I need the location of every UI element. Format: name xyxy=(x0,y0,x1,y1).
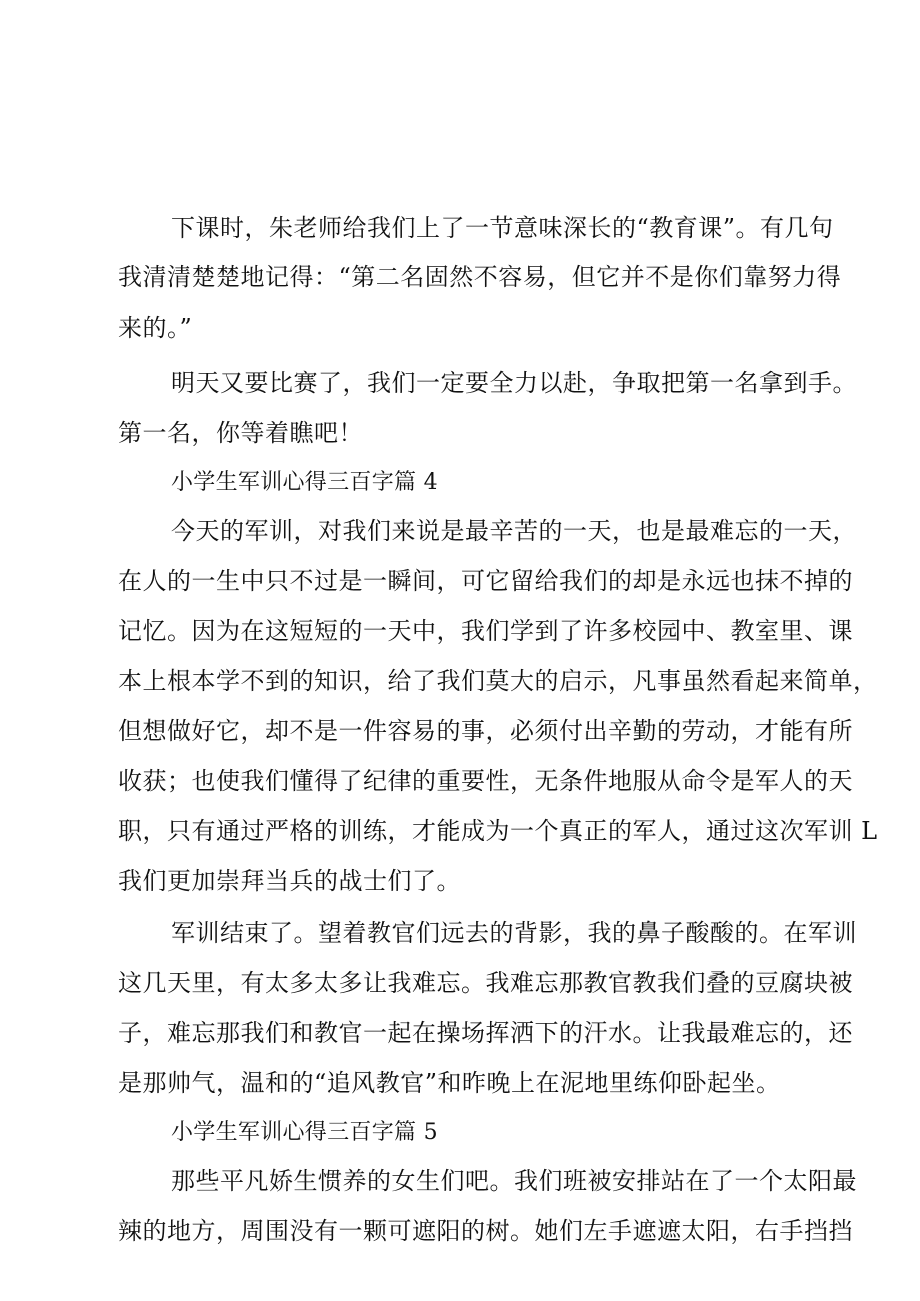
paragraph-line: 我们更加崇拜当兵的战士们了。 xyxy=(118,867,461,895)
paragraph-line: 明天又要比赛了，我们一定要全力以赴，争取把第一名拿到手。 xyxy=(171,369,857,397)
paragraph-line: 但想做好它，却不是一件容易的事，必须付出辛勤的劳动，才能有所 xyxy=(118,717,853,745)
paragraph-line: 本上根本学不到的知识，给了我们莫大的启示，凡事虽然看起来简单， xyxy=(118,667,878,695)
paragraph-line: 今天的军训，对我们来说是最辛苦的一天，也是最难忘的一天， xyxy=(171,517,857,545)
paragraph-line: 这几天里，有太多太多让我难忘。我难忘那教官教我们叠的豆腐块被 xyxy=(118,969,853,997)
paragraph-line: 职，只有通过严格的训练，才能成为一个真正的军人，通过这次军训 L xyxy=(118,817,878,845)
paragraph-line: 记忆。因为在这短短的一天中，我们学到了许多校园中、教室里、课 xyxy=(118,617,853,645)
paragraph-line: 辣的地方，周围没有一颗可遮阳的树。她们左手遮遮太阳，右手挡挡 xyxy=(118,1217,853,1245)
paragraph-line: 那些平凡娇生惯养的女生们吧。我们班被安排站在了一个太阳最 xyxy=(171,1167,857,1195)
paragraph-line: 是那帅气，温和的“追风教官”和昨晚上在泥地里练仰卧起坐。 xyxy=(118,1069,781,1097)
paragraph-line: 我清清楚楚地记得：“第二名固然不容易，但它并不是你们靠努力得 xyxy=(118,263,842,291)
paragraph-line: 来的。” xyxy=(118,314,193,342)
section-heading: 小学生军训心得三百字篇 4 xyxy=(171,470,438,495)
paragraph-line: 第一名，你等着瞧吧！ xyxy=(118,419,363,447)
paragraph-line: 子，难忘那我们和教官一起在操场挥洒下的汗水。让我最难忘的，还 xyxy=(118,1019,853,1047)
paragraph-line: 军训结束了。望着教官们远去的背影，我的鼻子酸酸的。在军训 xyxy=(171,919,857,947)
paragraph-line: 下课时，朱老师给我们上了一节意味深长的“教育课”。有几句 xyxy=(171,214,834,242)
paragraph-line: 在人的一生中只不过是一瞬间，可它留给我们的却是永远也抹不掉的 xyxy=(118,567,853,595)
section-heading: 小学生军训心得三百字篇 5 xyxy=(171,1120,438,1145)
paragraph-line: 收获；也使我们懂得了纪律的重要性，无条件地服从命令是军人的天 xyxy=(118,767,853,795)
